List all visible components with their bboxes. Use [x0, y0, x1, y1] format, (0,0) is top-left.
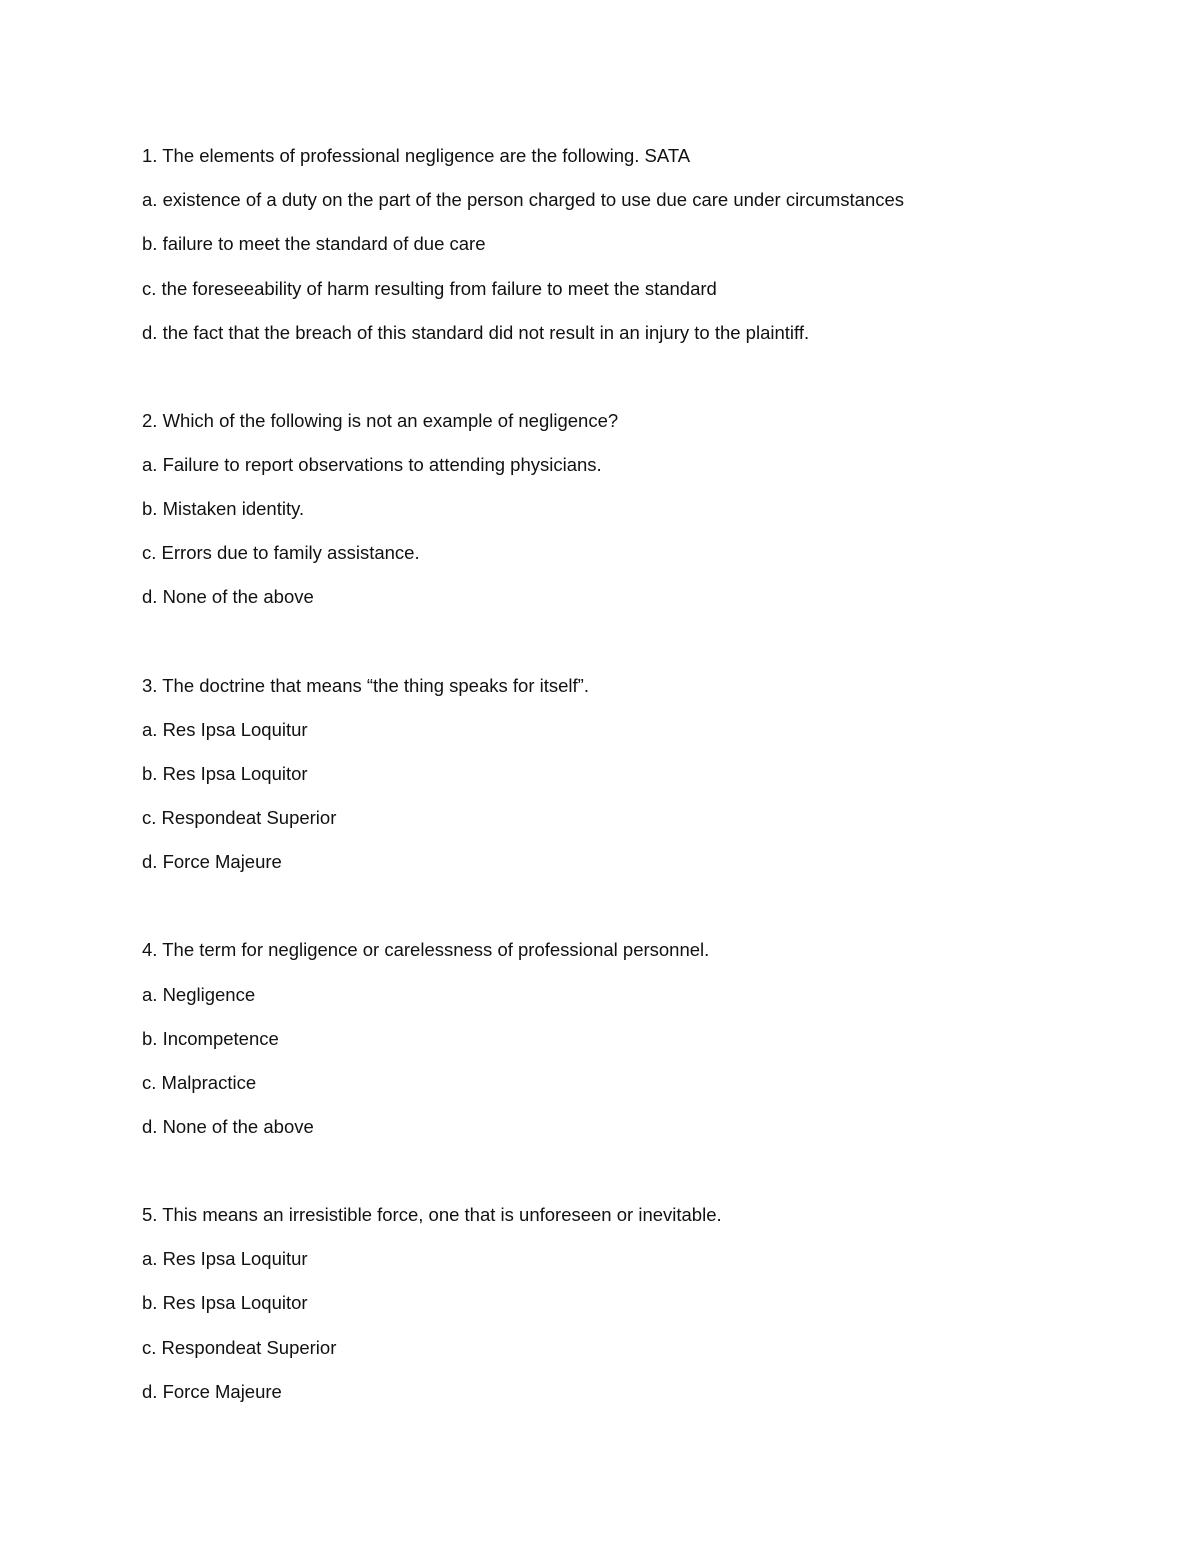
question-5-option-b: b. Res Ipsa Loquitor [142, 1292, 308, 1313]
question-5-option-d: d. Force Majeure [142, 1381, 282, 1402]
question-2-stem: 2. Which of the following is not an example of negligence? [142, 410, 619, 431]
question-3-option-a: a. Res Ipsa Loquitur [142, 719, 308, 740]
question-3-option-c: c. Respondeat Superior [142, 807, 337, 828]
question-3-option-b: b. Res Ipsa Loquitor [142, 763, 308, 784]
question-5-stem: 5. This means an irresistible force, one that is unforeseen or inevitable. [142, 1204, 722, 1225]
question-4-stem: 4. The term for negligence or carelessness of professional personnel. [142, 939, 710, 960]
question-1-option-c: c. the foreseeability of harm resulting from failure to meet the standard [142, 278, 717, 299]
question-2-option-c: c. Errors due to family assistance. [142, 542, 420, 563]
question-2-option-d: d. None of the above [142, 586, 314, 607]
question-5-option-c: c. Respondeat Superior [142, 1337, 337, 1358]
question-4-option-a: a. Negligence [142, 984, 256, 1005]
question-3-option-d: d. Force Majeure [142, 851, 282, 872]
question-1-option-b: b. failure to meet the standard of due care [142, 233, 486, 254]
question-5-option-a: a. Res Ipsa Loquitur [142, 1248, 308, 1269]
question-1-stem: 1. The elements of professional negligence are the following. SATA [142, 145, 691, 166]
question-4-option-c: c. Malpractice [142, 1072, 257, 1093]
question-2-option-a: a. Failure to report observations to attending physicians. [142, 454, 602, 475]
question-1-option-d: d. the fact that the breach of this standard did not result in an injury to the plaintiff. [142, 322, 810, 343]
question-2-option-b: b. Mistaken identity. [142, 498, 305, 519]
question-4-option-d: d. None of the above [142, 1116, 314, 1137]
question-3-stem: 3. The doctrine that means “the thing speaks for itself”. [142, 675, 589, 696]
question-4-option-b: b. Incompetence [142, 1028, 279, 1049]
question-1-option-a: a. existence of a duty on the part of the person charged to use due care under circumstances [142, 189, 905, 210]
